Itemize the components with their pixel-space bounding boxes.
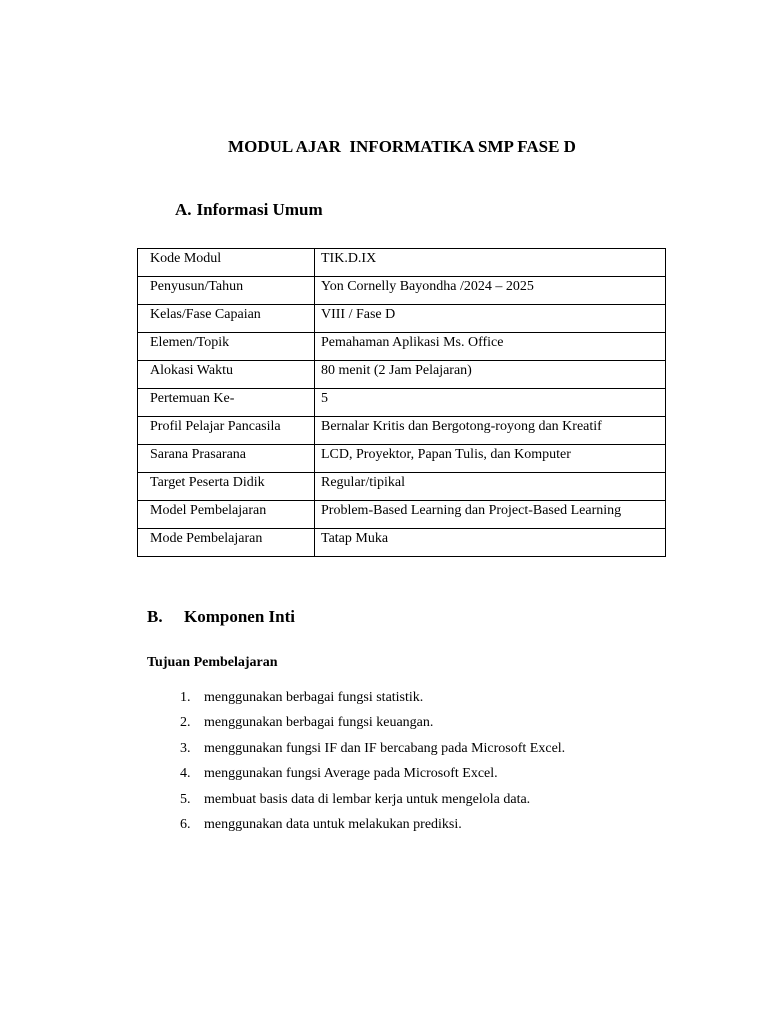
list-item-number: 5. [180,791,191,807]
table-value-cell: Regular/tipikal [315,473,666,501]
table-value-cell: 5 [315,389,666,417]
list-item-text: menggunakan berbagai fungsi statistik. [204,690,424,705]
info-table [137,248,666,557]
table-row [138,389,666,417]
table-key-cell: Alokasi Waktu [138,361,315,389]
table-row [138,249,666,277]
section-b-number: B. [147,607,163,626]
table-value-cell: Bernalar Kritis dan Bergotong-royong dan Kreatif [315,417,666,445]
list-item [180,689,565,714]
section-b-title: Komponen Inti [184,607,295,626]
table-value-cell: Problem-Based Learning dan Project-Based Learning [315,501,666,529]
section-b-heading [147,607,295,627]
table-row [138,305,666,333]
table-key-cell: Pertemuan Ke- [138,389,315,417]
section-a-title: Informasi Umum [196,200,323,219]
table-row [138,333,666,361]
list-item [180,740,565,765]
table-key-cell: Kelas/Fase Capaian [138,305,315,333]
learning-objectives-heading: Tujuan Pembelajaran [147,655,278,670]
table-value-cell: Yon Cornelly Bayondha /2024 – 2025 [315,277,666,305]
table-key-cell: Target Peserta Didik [138,473,315,501]
table-key-cell: Model Pembelajaran [138,501,315,529]
list-item [180,765,565,790]
table-row [138,529,666,557]
list-item-text: menggunakan fungsi IF dan IF bercabang pada Microsoft Excel. [204,740,566,756]
list-item-text: membuat basis data di lembar kerja untuk mengelola data. [204,791,531,807]
table-row [138,501,666,529]
list-item-number: 3. [180,740,191,756]
table-value-cell: LCD, Proyektor, Papan Tulis, dan Komputer [315,445,666,473]
table-key-cell: Elemen/Topik [138,333,315,361]
table-value-cell: Pemahaman Aplikasi Ms. Office [315,333,666,361]
list-item-number: 6. [180,816,191,832]
table-row [138,277,666,305]
list-item [180,714,565,739]
table-row [138,445,666,473]
list-item [180,816,565,841]
list-item-text: menggunakan fungsi Average pada Microsoft Excel. [204,766,498,782]
table-row [138,417,666,445]
table-key-cell: Profil Pelajar Pancasila [138,417,315,445]
table-value-cell: TIK.D.IX [315,249,666,277]
list-item [180,791,565,816]
table-value-cell: VIII / Fase D [315,305,666,333]
table-key-cell: Kode Modul [138,249,315,277]
list-item-number: 2. [180,715,191,731]
table-key-cell: Sarana Prasarana [138,445,315,473]
section-a-number: A. [175,200,192,219]
section-a-heading [175,200,323,220]
list-item-text: menggunakan berbagai fungsi keuangan. [204,715,434,731]
table-row [138,473,666,501]
learning-objectives-list [180,689,565,841]
document-title: MODUL AJAR INFORMATIKA SMP FASE D [228,137,576,156]
table-key-cell: Penyusun/Tahun [138,277,315,305]
table-key-cell: Mode Pembelajaran [138,529,315,557]
list-item-text: menggunakan data untuk melakukan prediksi. [204,816,462,832]
table-row [138,361,666,389]
table-value-cell: 80 menit (2 Jam Pelajaran) [315,361,666,389]
list-item-number: 1. [180,690,191,705]
list-item-number: 4. [180,766,191,782]
table-value-cell: Tatap Muka [315,529,666,557]
